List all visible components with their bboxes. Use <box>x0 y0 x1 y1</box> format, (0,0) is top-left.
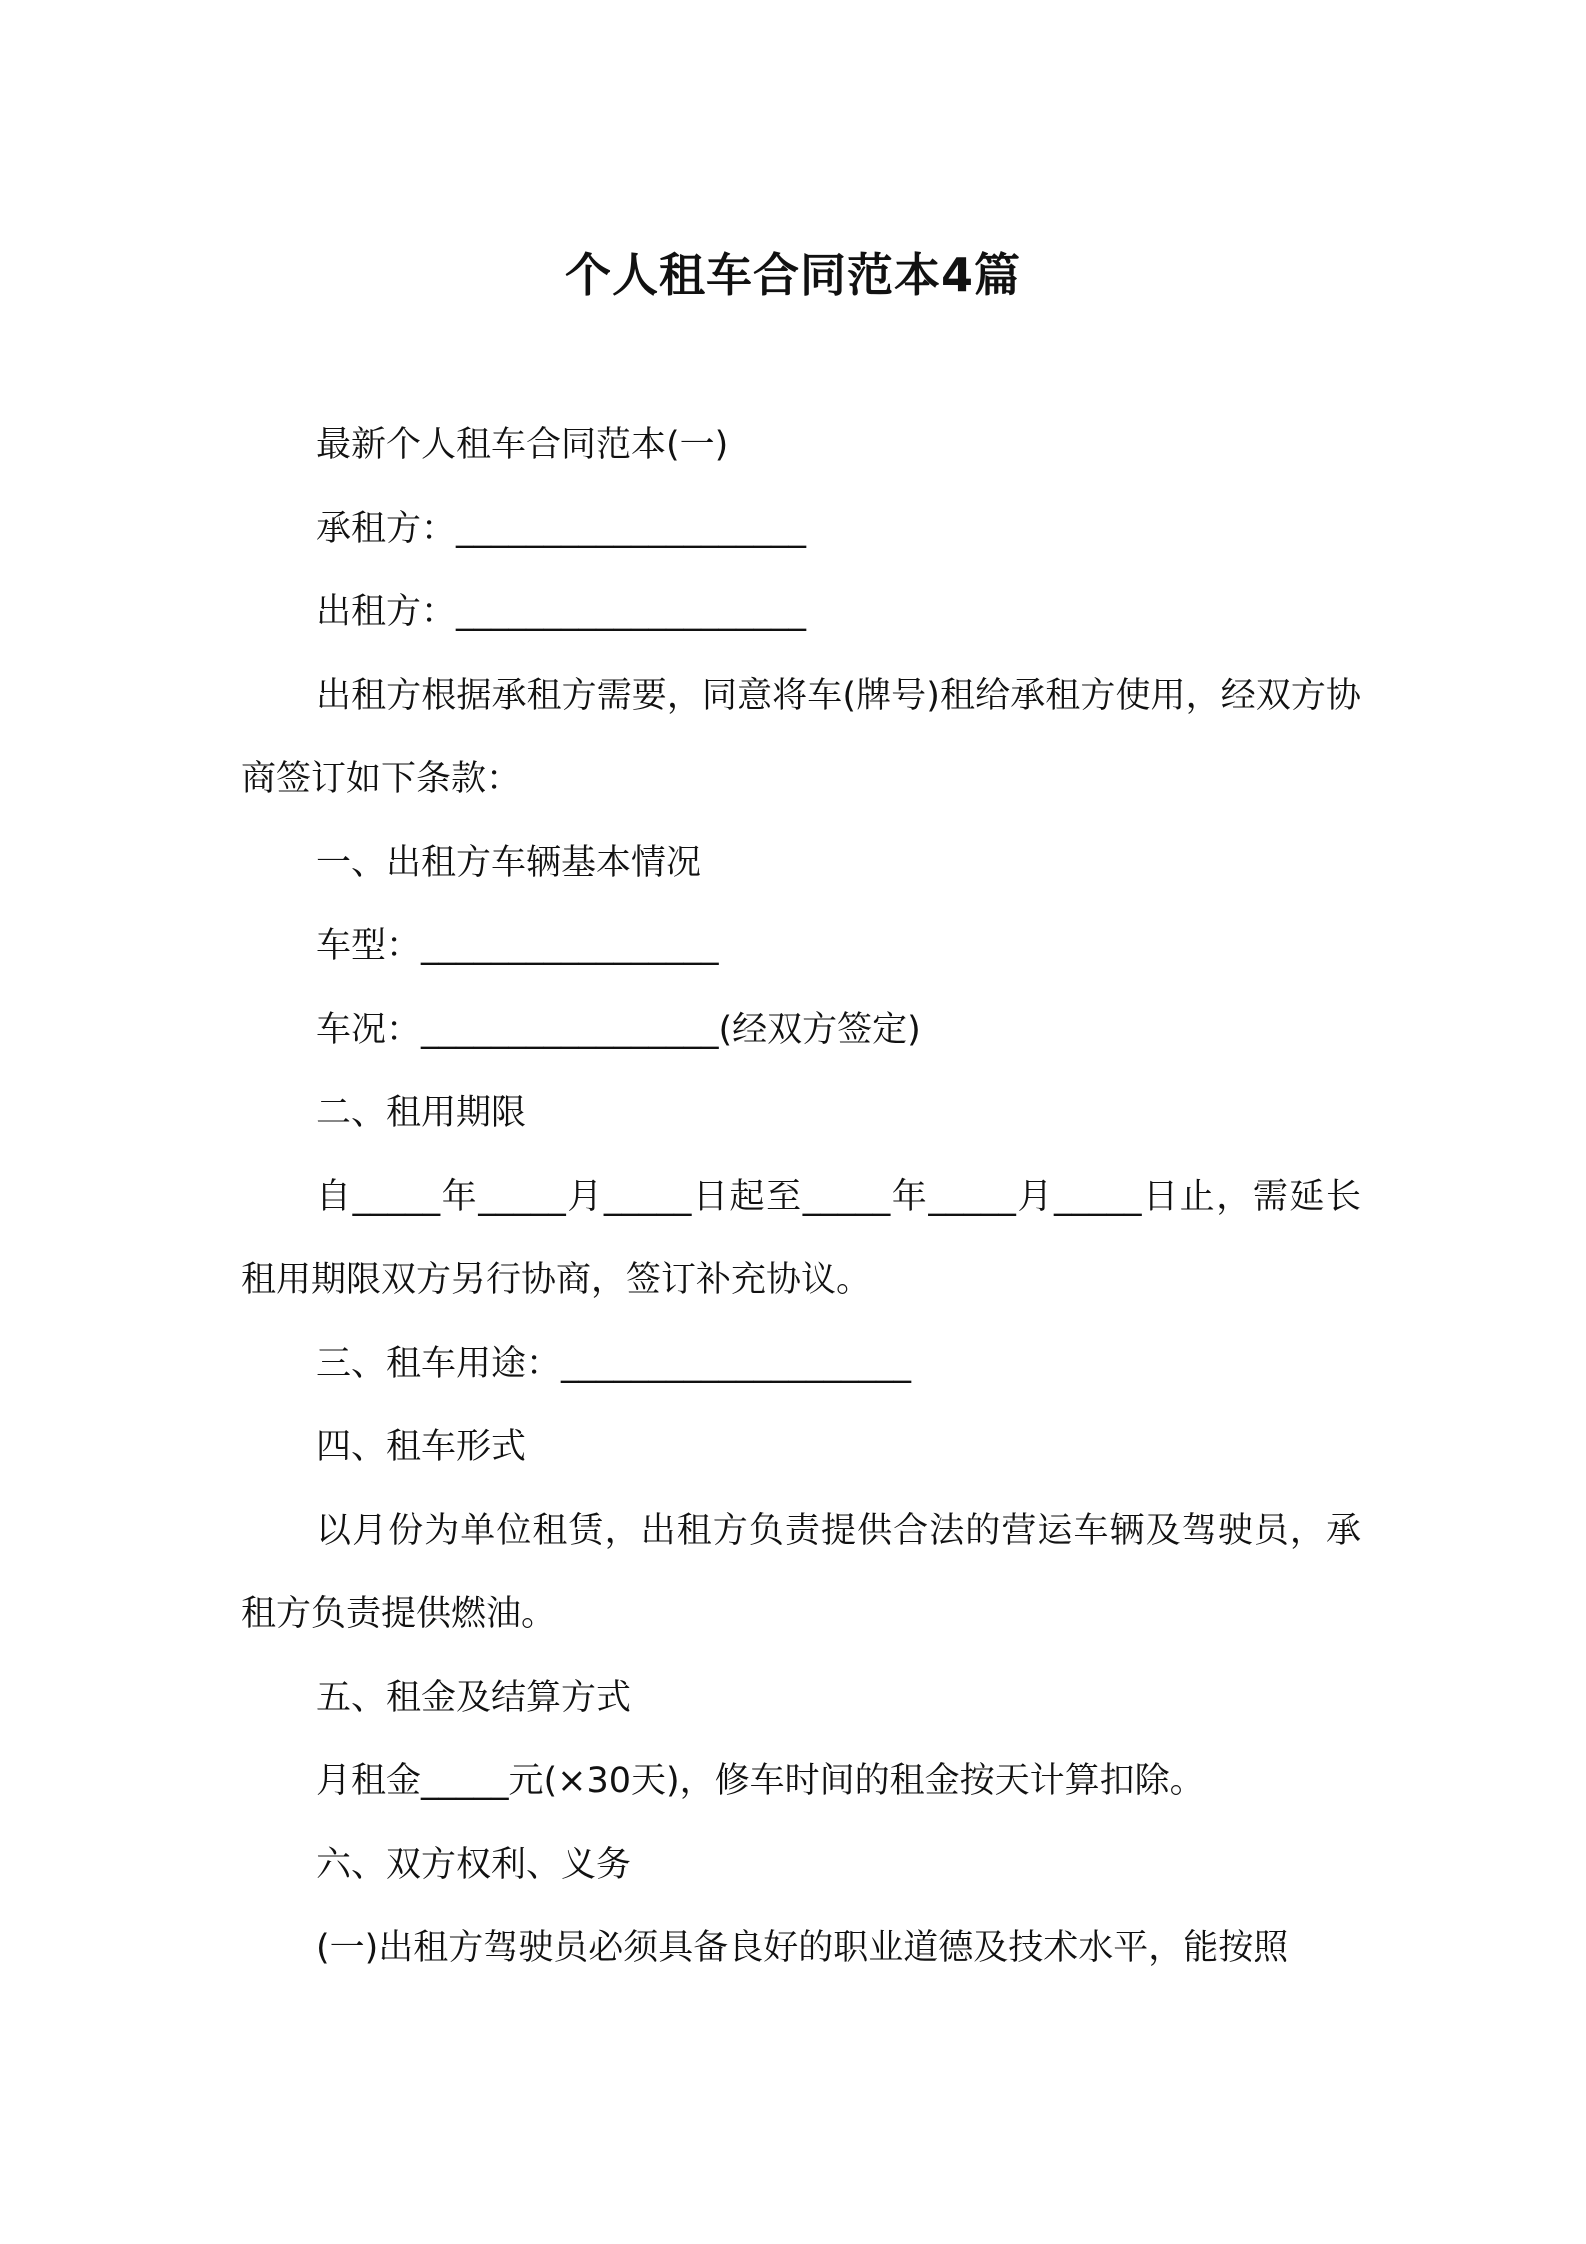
clause-5-heading: 五、租金及结算方式 <box>316 1677 632 1718</box>
vehicle-model-field: 车型：_________________ <box>316 926 719 966</box>
obligation-1-paragraph: (一)出租方驾驶员必须具备良好的职业道德及技术水平，能按照 <box>316 1928 1289 1968</box>
clause-4-heading: 四、租车形式 <box>316 1427 527 1467</box>
lessee-field: 承租方：____________________ <box>316 508 807 549</box>
lessor-field: 出租方：____________________ <box>316 592 807 632</box>
clause-6-heading: 六、双方权利、义务 <box>316 1844 632 1885</box>
monthly-rent-paragraph: 月租金_____元(×30天)，修车时间的租金按天计算扣除。 <box>316 1761 1205 1801</box>
clause-2-heading: 二、租用期限 <box>316 1093 527 1133</box>
section-heading-contract-1: 最新个人租车合同范本(一) <box>316 425 729 465</box>
rental-period-paragraph: 自_____年_____月_____日起至_____年_____月_____日止，需延长租用期限双方另行协商，签订补充协议。 <box>241 1176 1361 1300</box>
clause-1-heading: 一、出租方车辆基本情况 <box>316 842 702 883</box>
rental-form-paragraph: 以月份为单位租赁，出租方负责提供合法的营运车辆及驾驶员，承租方负责提供燃油。 <box>241 1510 1361 1634</box>
intro-paragraph: 出租方根据承租方需要，同意将车(牌号)租给承租方使用，经双方协商签订如下条款： <box>241 675 1361 799</box>
document-title: 个人租车合同范本4篇 <box>564 247 1021 302</box>
vehicle-condition-field: 车况：_________________(经双方签定) <box>316 1009 921 1050</box>
document-body <box>241 404 1361 1991</box>
clause-3-purpose-field: 三、租车用途：____________________ <box>316 1343 912 1384</box>
